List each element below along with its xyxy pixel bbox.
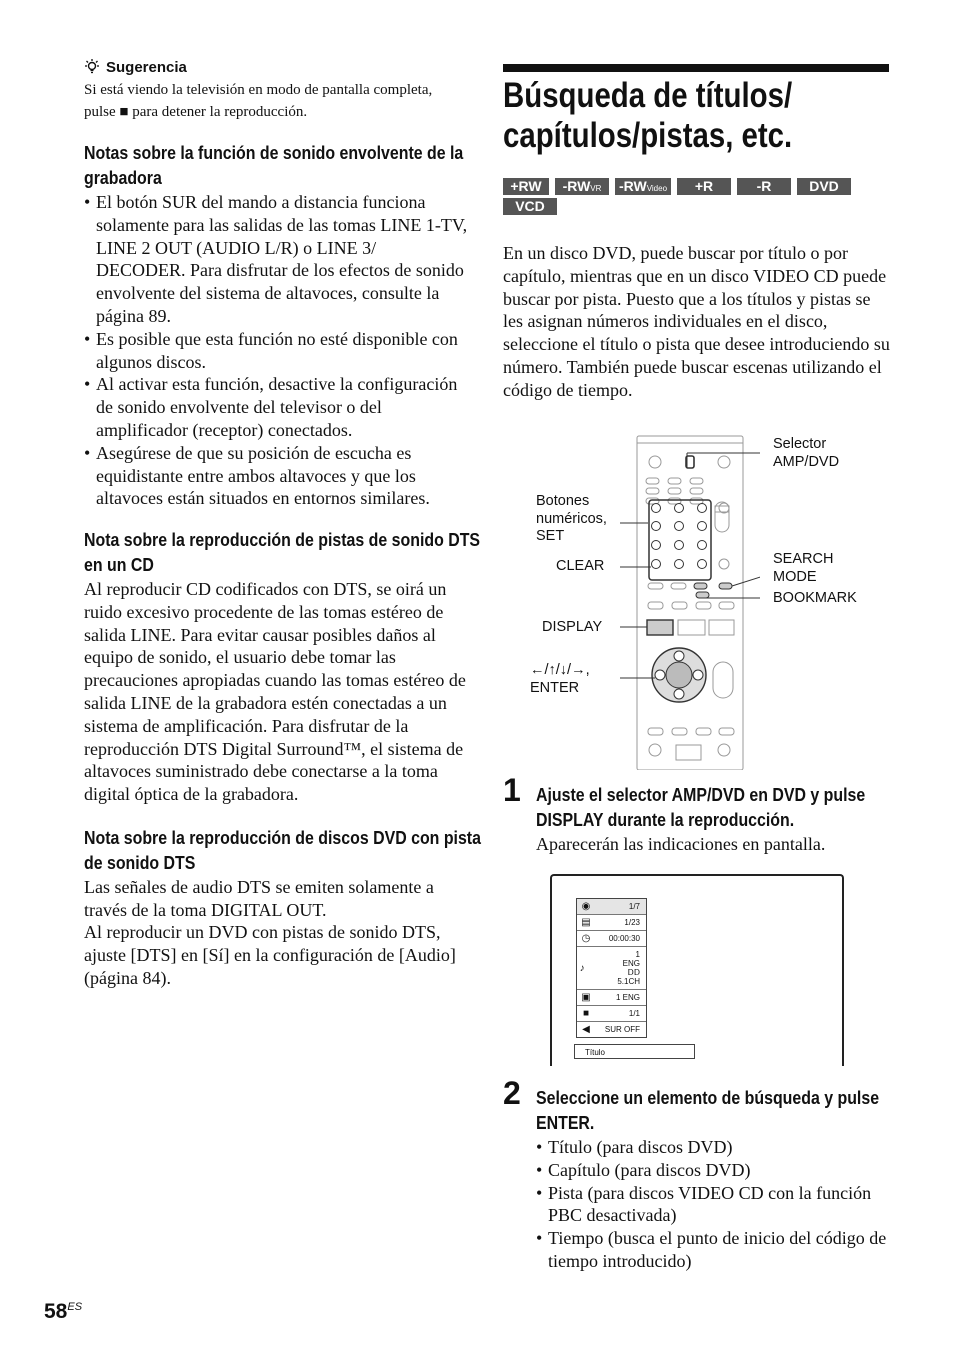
list-item: • Es posible que esta función no esté disponible con algunos discos.: [84, 328, 468, 374]
badge-minus-r: -R: [737, 178, 791, 195]
step1-number: 1: [503, 772, 521, 808]
callout-display: DISPLAY: [542, 619, 603, 635]
tip-heading: Sugerencia: [84, 58, 187, 76]
callout-selector: Selector AMP/DVD: [773, 436, 840, 470]
clock-icon: ◷: [581, 933, 591, 944]
disc-badges: [503, 178, 893, 218]
title-bar: [503, 64, 889, 72]
lightbulb-icon: [84, 58, 100, 74]
step1-heading: Ajuste el selector AMP/DVD en DVD y pulse DISPLAY durante la reproducción.: [536, 784, 866, 830]
list-item: • Pista (para discos VIDEO CD con la función PBC desactivada): [536, 1182, 896, 1228]
tv-screen-illustration: [550, 874, 844, 1066]
intro-text: En un disco DVD, puede buscar por título o por capítulo, mientras que en un disco VIDEO CD puede buscar por pista. Puesto que a los títulos y pistas se les asignan números individuales en el disco, seleccione el título o pista que desee introduciendo su número. También puede buscar escenas utilizando el código de tiempo.: [503, 243, 890, 400]
step2-number: 2: [503, 1075, 521, 1111]
list-item: • Capítulo (para discos DVD): [536, 1159, 896, 1182]
osd-row: ▤ 1/23: [577, 915, 646, 931]
list-item: • Al activar esta función, desactive la configuración de sonido envolvente del televisor o del amplificador (receptor) conectados.: [84, 373, 468, 441]
osd-menu: [576, 898, 647, 1038]
list-item: • Tiempo (busca el punto de inicio del código de tiempo introducido): [536, 1227, 896, 1273]
callout-bookmark: BOOKMARK: [773, 590, 857, 606]
callout-search: SEARCH MODE: [773, 551, 834, 585]
angle-icon: ■: [582, 1008, 590, 1019]
osd-row: ◉ 1/7: [577, 899, 646, 915]
step2-heading: Seleccione un elemento de búsqueda y pulse ENTER.: [536, 1087, 880, 1133]
section3-heading: Nota sobre la reproducción de discos DVD con pista de sonido DTS: [84, 827, 481, 873]
callout-arrows: ←/↑/↓/→, ENTER: [530, 662, 590, 696]
list-item: • Título (para discos DVD): [536, 1136, 896, 1159]
callout-clear: CLEAR: [556, 558, 605, 574]
step2-bullets: [536, 1136, 896, 1273]
badge-dvd: DVD: [797, 178, 851, 195]
badge-plus-r: +R: [677, 178, 731, 195]
section1-bullets: [84, 191, 468, 510]
search-field: Título: [574, 1044, 695, 1059]
section2-body: Al reproducir CD codificados con DTS, se oirá un ruido excesivo procedente de las tomas estéreo de salida LINE. Para evitar causar posibles daños al equipo de sonido, el usuario debe tomar las precauciones apropiadas cuando las tomas estéreo de salida LINE de la grabadora estén conectadas a un sistema de amplificación. Para disfrutar de la reproducción DTS Digital Surround™, el sistema de altavoces suministrado debe conectarse a la toma digital óptica de la grabadora.: [84, 579, 466, 805]
section3-body2: Al reproducir un DVD con pistas de sonido DTS, ajuste [DTS] en [Sí] en la configuración de [Audio] (página 84).: [84, 922, 456, 988]
osd-row: ◀ SUR OFF: [577, 1022, 646, 1037]
list-item: • Asegúrese de que su posición de escucha es equidistante entre ambos altavoces y que los altavoces están situados en entornos similares.: [84, 442, 468, 510]
step1-body: Aparecerán las indicaciones en pantalla.: [536, 834, 826, 854]
osd-row: ▣ 1 ENG: [577, 990, 646, 1006]
badge-plus-rw: +RW: [503, 178, 549, 195]
osd-row: ♪ 1 ENG ⅮⅮ 5.1CH: [577, 947, 646, 990]
badge-minus-rw-vr: -RWVR: [555, 178, 609, 195]
disc-icon: ◉: [581, 901, 591, 912]
chapter-icon: ▤: [581, 917, 591, 928]
list-item: • El botón SUR del mando a distancia funciona solamente para las salidas de las tomas LINE 1-TV, LINE 2 OUT (AUDIO L/R) o LINE 3/ DECODER. Para disfrutar de los efectos de sonido envolvente del sistema de altavoces, consulte la página 89.: [84, 191, 468, 328]
remote-control-illustration: [620, 430, 760, 770]
page-title: Búsqueda de títulos/ capítulos/pistas, etc.: [503, 76, 793, 155]
section1-heading: Notas sobre la función de sonido envolvente de la grabadora: [84, 142, 464, 188]
speaker-icon: ◀: [582, 1024, 590, 1035]
osd-row: ■ 1/1: [577, 1006, 646, 1022]
osd-row: ◷ 00:00:30: [577, 931, 646, 947]
badge-minus-rw-video: -RWVideo: [615, 178, 671, 195]
subtitle-icon: ▣: [581, 992, 591, 1003]
tip-body: Si está viendo la televisión en modo de pantalla completa, pulse ■ para detener la reproducción.: [84, 82, 433, 120]
audio-icon: ♪: [579, 962, 585, 974]
callout-numeric: Botones numéricos, SET: [536, 493, 607, 544]
section3-body1: Las señales de audio DTS se emiten solamente a través de la toma DIGITAL OUT.: [84, 877, 434, 920]
page-number: $58^{ES}$: [44, 1300, 83, 1323]
section2-heading: Nota sobre la reproducción de pistas de sonido DTS en un CD: [84, 529, 481, 575]
badge-vcd: VCD: [503, 198, 557, 215]
